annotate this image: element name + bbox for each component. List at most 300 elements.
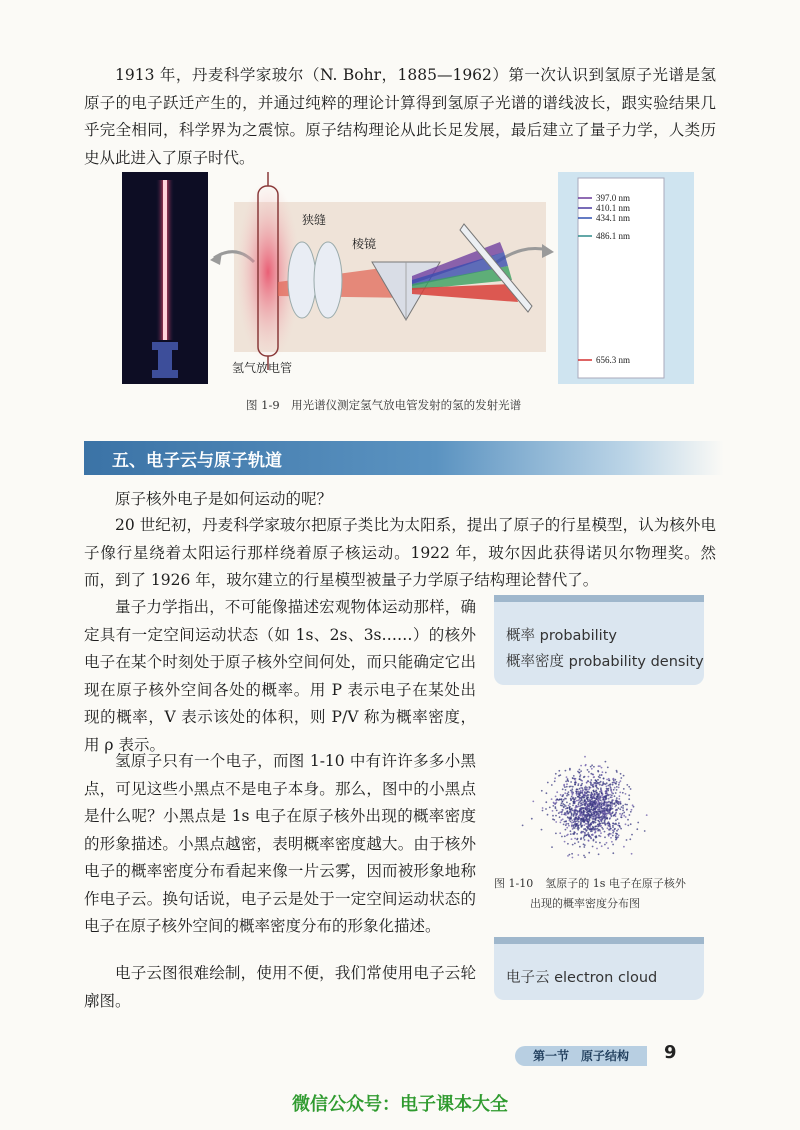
cloud-dot [602,811,604,813]
cloud-dot [617,836,619,838]
cloud-dot [603,822,605,824]
cloud-dot [580,815,582,817]
cloud-dot [608,825,610,827]
cloud-dot [568,791,570,793]
cloud-dot [565,770,567,772]
cloud-dot [556,810,558,812]
cloud-dot [607,802,609,804]
cloud-dot [601,803,603,805]
cloud-dot [608,834,610,836]
spectral-line-label: 410.1 nm [596,203,631,213]
paragraph-bohr-model: 20 世纪初，丹麦科学家玻尔把原子类比为太阳系，提出了原子的行星模型，认为核外电子像行星绕着太阳运行那样绕着原子核运动。1922 年，玻尔因此获得诺贝尔物理奖。然而，到了 1926 年，玻尔建立的行星模型被量子力学原子结构理论替代了。 [84,516,716,589]
cloud-dot [618,802,620,804]
cloud-dot [586,829,588,831]
cloud-dot [612,808,614,810]
cloud-dot [566,810,568,812]
cloud-dot [586,826,588,828]
cloud-dot [615,837,617,839]
cloud-dot [599,774,601,776]
cloud-dot [577,810,579,812]
cloud-dot [549,807,551,809]
cloud-dot [611,805,613,807]
cloud-dot [580,800,582,802]
cloud-dot [566,827,568,829]
cloud-dot [587,780,589,782]
cloud-dot [580,774,582,776]
cloud-dot [626,839,628,841]
cloud-dot [568,805,570,807]
cloud-dot [625,816,627,818]
cloud-dot [553,802,555,804]
cloud-dot [586,787,588,789]
cloud-dot [593,784,595,786]
term-cn: 概率密度 [506,654,564,670]
cloud-dot [612,832,614,834]
cloud-dot [559,798,561,800]
cloud-dot [606,823,608,825]
spectral-line-label: 434.1 nm [596,213,631,223]
cloud-dot [622,807,624,809]
cloud-dot [618,784,620,786]
cloud-dot [572,857,574,859]
cloud-dot [595,826,597,828]
cloud-dot [619,792,621,794]
cloud-dot [561,814,563,816]
page-number: 9 [664,1042,677,1063]
cloud-dot [594,800,596,802]
cloud-dot [620,803,622,805]
cloud-dot [608,788,610,790]
cloud-dot [605,761,607,763]
cloud-dot [555,821,557,823]
cloud-dot [558,812,560,814]
cloud-dot [574,838,576,840]
cloud-dot [595,802,597,804]
cloud-dot [583,811,585,813]
cloud-dot [597,782,599,784]
cloud-dot [602,771,604,773]
cloud-dot [613,830,615,832]
paragraph-contour: 电子云图很难绘制，使用不便，我们常使用电子云轮廓图。 [84,964,476,1010]
cloud-dot [616,833,618,835]
paragraph-probability: 量子力学指出，不可能像描述宏观物体运动那样，确定具有一定空间运动状态（如 1s、2s、3s……）的核外电子在某个时刻处于原子核外空间何处，而只能确定它出现在原子核外空间各处的概率。用 P 表示电子在某处出现的概率，V 表示该处的体积，则 P/V 称为概率密度，用 ρ 表示。 [84,598,476,754]
cloud-dot [613,780,615,782]
cloud-dot [572,844,574,846]
cloud-dot [573,827,575,829]
cloud-dot [598,821,600,823]
cloud-dot [555,773,557,775]
cloud-dot [630,788,632,790]
cloud-dot [566,783,568,785]
cloud-dot [592,809,594,811]
cloud-dot [578,825,580,827]
cloud-dot [575,782,577,784]
paragraph-question: 原子核外电子是如何运动的呢？ [115,490,333,508]
cloud-dot [611,841,613,843]
cloud-dot [612,852,614,854]
cloud-dot [572,794,574,796]
cloud-dot [629,814,631,816]
cloud-dot [565,824,567,826]
cloud-dot [620,773,622,775]
cloud-dot [625,804,627,806]
cloud-dot [584,801,586,803]
cloud-dot [613,803,615,805]
cloud-dot [615,839,617,841]
cloud-dot [556,802,558,804]
cloud-dot [583,846,585,848]
cloud-dot [576,833,578,835]
cloud-dot [611,792,613,794]
cloud-dot [580,837,582,839]
cloud-dot [602,781,604,783]
cloud-dot [590,773,592,775]
cloud-dot [586,807,588,809]
cloud-dot [601,801,603,803]
cloud-dot [565,798,567,800]
cloud-dot [564,812,566,814]
cloud-dot [579,797,581,799]
cloud-dot [613,815,615,817]
cloud-dot [588,840,590,842]
cloud-dot [605,824,607,826]
intro-paragraph: 1913 年，丹麦科学家玻尔（N. Bohr，1885—1962）第一次认识到氢原子光谱是氢原子的电子跃迁产生的，并通过纯粹的理论计算得到氢原子光谱的谱线波长，跟实验结果几乎完全相同，科学界为之震惊。原子结构理论从此长足发展，最后建立了量子力学，人类历史从此进入了原子时代。 [84,66,716,167]
cloud-dot [577,791,579,793]
cloud-dot [597,826,599,828]
cloud-dot [580,765,582,767]
cloud-dot [616,781,618,783]
cloud-dot [599,812,601,814]
cloud-dot [606,779,608,781]
cloud-dot [592,818,594,820]
cloud-dot [570,781,572,783]
cloud-dot [586,819,588,821]
cloud-dot [611,813,613,815]
cloud-dot [590,784,592,786]
cloud-dot [570,786,572,788]
cloud-dot [589,814,591,816]
cloud-dot [561,802,563,804]
cloud-dot [581,818,583,820]
cloud-dot [552,805,554,807]
cloud-dot [623,815,625,817]
cloud-dot [582,816,584,818]
cloud-dot [611,794,613,796]
cloud-dot [576,794,578,796]
cloud-dot [575,810,577,812]
cloud-dot [599,782,601,784]
cloud-dot [609,827,611,829]
cloud-dot [551,784,553,786]
cloud-dot [588,813,590,815]
cloud-dot [612,825,614,827]
cloud-dot [596,791,598,793]
cloud-dot [616,830,618,832]
cloud-dot [606,786,608,788]
cloud-dot [606,782,608,784]
cloud-dot [567,843,569,845]
cloud-dot [547,782,549,784]
cloud-dot [588,788,590,790]
cloud-dot [618,782,620,784]
cloud-dot [626,804,628,806]
cloud-dot [565,781,567,783]
cloud-dot [614,779,616,781]
cloud-dot [591,792,593,794]
cloud-dot [620,828,622,830]
cloud-dot [610,837,612,839]
cloud-dot [584,795,586,797]
cloud-dot [593,766,595,768]
cloud-dot [601,845,603,847]
cloud-dot [580,822,582,824]
cloud-dot [583,824,585,826]
cloud-dot [593,840,595,842]
section-title: 五、电子云与原子轨道 [112,451,282,471]
cloud-dot [559,816,561,818]
term-cn: 电子云 [506,970,550,986]
cloud-dot [603,778,605,780]
cloud-dot [566,807,568,809]
cloud-dot [572,820,574,822]
cloud-dot [562,794,564,796]
cloud-dot [555,799,557,801]
section-header [84,441,724,475]
cloud-dot [552,815,554,817]
cloud-dot [571,822,573,824]
cloud-dot [608,780,610,782]
cloud-dot [625,823,627,825]
cloud-dot [617,824,619,826]
cloud-dot [612,784,614,786]
cloud-dot [619,826,621,828]
cloud-dot [569,854,571,856]
cloud-dot [599,842,601,844]
cloud-dot [590,808,592,810]
cloud-dot [581,798,583,800]
cloud-dot [631,834,633,836]
cloud-dot [532,801,534,803]
cloud-dot [608,823,610,825]
cloud-dot [600,832,602,834]
cloud-dot [571,790,573,792]
cloud-dot [626,808,628,810]
caption-number: 图 1-10 [494,877,534,890]
cloud-dot [575,817,577,819]
cloud-dot [563,806,565,808]
cloud-dot [570,830,572,832]
cloud-dot [580,770,582,772]
cloud-dot [590,827,592,829]
cloud-dot [576,791,578,793]
cloud-dot [597,799,599,801]
cloud-dot [593,827,595,829]
cloud-dot [604,802,606,804]
cloud-dot [567,823,569,825]
cloud-dot [577,784,579,786]
cloud-dot [600,800,602,802]
cloud-dot [596,815,598,817]
cloud-dot [592,790,594,792]
cloud-dot [605,803,607,805]
cloud-dot [598,817,600,819]
cloud-dot [613,782,615,784]
cloud-dot [623,775,625,777]
cloud-dot [609,801,611,803]
cloud-dot [569,806,571,808]
cloud-dot [580,792,582,794]
cloud-dot [564,786,566,788]
cloud-dot [631,809,633,811]
cloud-dot [574,778,576,780]
cloud-dot [615,792,617,794]
cloud-dot [576,788,578,790]
cloud-dot [578,802,580,804]
cloud-dot [568,817,570,819]
cloud-dot [594,793,596,795]
term-cn: 概率 [506,628,535,644]
cloud-dot [564,792,566,794]
cloud-dot [561,836,563,838]
cloud-dot [591,798,593,800]
cloud-dot [586,801,588,803]
cloud-dot [595,780,597,782]
cloud-dot [614,823,616,825]
cloud-dot [577,823,579,825]
cloud-dot [560,822,562,824]
cloud-dot [591,822,593,824]
cloud-dot [599,765,601,767]
spectral-line-label: 656.3 nm [596,355,631,365]
cloud-dot [571,796,573,798]
cloud-dot [612,835,614,837]
cloud-dot [608,804,610,806]
cloud-dot [604,836,606,838]
label-slit: 狭缝 [302,213,327,227]
cloud-dot [610,808,612,810]
cloud-dot [605,797,607,799]
cloud-dot [608,778,610,780]
cloud-dot [581,780,583,782]
cloud-dot [630,811,632,813]
cloud-dot [571,825,573,827]
cloud-dot [608,821,610,823]
cloud-dot [596,848,598,850]
cloud-dot [619,795,621,797]
cloud-dot [607,827,609,829]
cloud-dot [610,789,612,791]
cloud-dot [587,800,589,802]
cloud-dot [547,814,549,816]
spectral-line-label: 486.1 nm [596,231,631,241]
cloud-dot [604,819,606,821]
cloud-dot [590,837,592,839]
cloud-dot [589,811,591,813]
cloud-dot [587,832,589,834]
cloud-dot [583,807,585,809]
cloud-dot [542,810,544,812]
cloud-dot [585,834,587,836]
cloud-dot [620,780,622,782]
cloud-dot [587,810,589,812]
cloud-dot [580,802,582,804]
cloud-dot [563,799,565,801]
cloud-dot [570,799,572,801]
cloud-dot [632,804,634,806]
cloud-dot [618,835,620,837]
cloud-dot [583,855,585,857]
cloud-dot [601,767,603,769]
cloud-dot [599,802,601,804]
cloud-dot [616,797,618,799]
cloud-dot [596,793,598,795]
cloud-dot [594,782,596,784]
cloud-dot [598,806,600,808]
cloud-dot [614,828,616,830]
cloud-dot [626,784,628,786]
cloud-dot [561,805,563,807]
cloud-dot [574,823,576,825]
cloud-dot [565,789,567,791]
cloud-dot [595,790,597,792]
cloud-dot [609,784,611,786]
cloud-dot [561,809,563,811]
cloud-dot [584,839,586,841]
watermark: 微信公众号：电子课本大全 [292,1094,508,1115]
cloud-dot [612,844,614,846]
cloud-dot [570,811,572,813]
figure-1-9-caption: 图 1-9 用光谱仪测定氢气放电管发射的氢的发射光谱 [246,398,522,412]
cloud-dot [569,768,571,770]
cloud-dot [605,790,607,792]
cloud-dot [570,821,572,823]
cloud-dot [603,813,605,815]
cloud-dot [592,814,594,816]
cloud-dot [555,807,557,809]
cloud-dot [620,777,622,779]
cloud-dot [584,821,586,823]
cloud-dot [595,841,597,843]
cloud-dot [599,784,601,786]
cloud-dot [572,778,574,780]
cloud-dot [574,811,576,813]
cloud-dot [644,830,646,832]
cloud-dot [593,776,595,778]
cloud-dot [613,789,615,791]
cloud-dot [573,802,575,804]
cloud-dot [601,827,603,829]
cloud-dot [577,828,579,830]
cloud-dot [541,790,543,792]
cloud-dot [558,770,560,772]
cloud-dot [584,805,586,807]
cloud-dot [595,806,597,808]
cloud-dot [598,793,600,795]
cloud-dot [598,829,600,831]
cloud-dot [593,829,595,831]
cloud-dot [578,811,580,813]
glossary-box-electron-cloud [494,937,704,1000]
cloud-dot [622,792,624,794]
cloud-dot [567,834,569,836]
cloud-dot [579,846,581,848]
cloud-dot [628,786,630,788]
cloud-dot [571,808,573,810]
cloud-dot [628,794,630,796]
cloud-dot [577,796,579,798]
cloud-dot [586,782,588,784]
cloud-dot [629,838,631,840]
